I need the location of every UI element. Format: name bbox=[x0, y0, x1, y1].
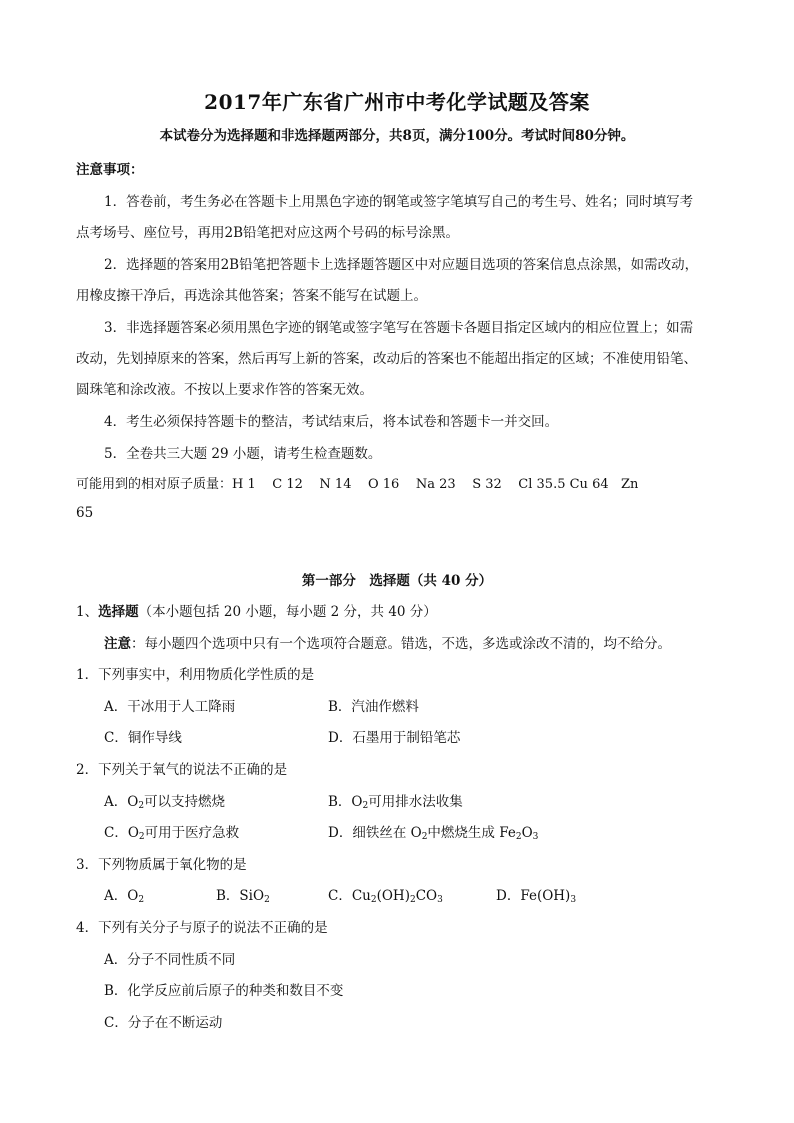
q1-option-b: B．汽油作燃料 bbox=[328, 699, 419, 715]
part-heading-text: 第一部分 选择题（共 40 分） bbox=[301, 573, 493, 589]
atomic-mass-line-2: 65 bbox=[76, 505, 94, 521]
page-title: 2017年广东省广州市中考化学试题及答案 bbox=[204, 90, 590, 114]
exam-subtitle: 本试卷分为选择题和非选择题两部分，共8页，满分100分。考试时间80分钟。 bbox=[159, 128, 635, 144]
notice-item-3-line-1: 3．非选择题答案必须用黑色字迹的钢笔或签字笔写在答题卡各题目指定区域内的相应位置上；如需 bbox=[104, 320, 694, 336]
section-number: 1、 bbox=[76, 604, 99, 620]
notice-item-4: 4．考生必须保持答题卡的整洁，考试结束后，将本试卷和答题卡一并交回。 bbox=[104, 414, 559, 430]
q2-option-d: D．细铁丝在 $O_2$中燃烧生成 $Fe_2O_3$ bbox=[328, 825, 539, 842]
section-note bbox=[104, 632, 754, 652]
q1-option-c: C．铜作导线 bbox=[104, 730, 182, 746]
notice-heading: 注意事项： bbox=[76, 162, 144, 178]
notice-item-3-line-3: 圆珠笔和涂改液。不按以上要求作答的答案无效。 bbox=[76, 382, 373, 398]
q1-option-d: D．石墨用于制铅笔芯 bbox=[328, 730, 461, 746]
notice-item-1-line-2: 点考场号、座位号，再用2B铅笔把对应这两个号码的标号涂黑。 bbox=[76, 225, 460, 241]
note-label: 注意 bbox=[104, 636, 131, 652]
q3-option-c: C．$Cu_2(OH)_2CO_3$ bbox=[328, 888, 443, 905]
q4-stem: 4．下列有关分子与原子的说法不正确的是 bbox=[76, 920, 328, 936]
q4-option-c: C．分子在不断运动 bbox=[104, 1015, 223, 1031]
section-desc: （本小题包括 20 小题，每小题 2 分，共 40 分） bbox=[138, 604, 437, 620]
q3-stem: 3．下列物质属于氧化物的是 bbox=[76, 857, 247, 873]
notice-item-3-line-2: 改动，先划掉原来的答案，然后再写上新的答案，改动后的答案也不能超出指定的区域；不准使用铅笔、 bbox=[76, 351, 697, 367]
notice-item-2-line-1: 2．选择题的答案用2B铅笔把答题卡上选择题答题区中对应题目选项的答案信息点涂黑，如需改动， bbox=[104, 257, 699, 273]
notice-item-5: 5．全卷共三大题 29 小题，请考生检查题数。 bbox=[104, 446, 382, 462]
q1-option-a: A．干冰用于人工降雨 bbox=[104, 699, 236, 715]
q2-option-a: A．$O_2$可以支持燃烧 bbox=[104, 794, 226, 811]
part-heading bbox=[0, 569, 794, 589]
notice-item-2-line-2: 用橡皮擦干净后，再选涂其他答案；答案不能写在试题上。 bbox=[76, 288, 427, 304]
q1-stem: 1．下列事实中，利用物质化学性质的是 bbox=[76, 667, 315, 683]
atomic-mass-line-1: 可能用到的相对原子质量：H 1 C 12 N 14 O 16 Na 23 S 32 Cl 35.5 Cu 64 Zn bbox=[76, 477, 639, 492]
note-text: ：每小题四个选项中只有一个选项符合题意。错选，不选，多选或涂改不清的，均不给分。 bbox=[131, 636, 671, 652]
q3-option-d: D．$Fe(OH)_3$ bbox=[496, 888, 577, 905]
q4-option-b: B．化学反应前后原子的种类和数目不变 bbox=[104, 983, 344, 999]
q3-option-b: B．SiO$_2$ bbox=[216, 888, 270, 905]
q2-option-c: C．$O_2$可用于医疗急救 bbox=[104, 825, 240, 842]
q3-option-a: A．$O_2$ bbox=[104, 888, 145, 905]
section-name: 选择题 bbox=[98, 604, 139, 620]
notice-item-1-line-1: 1．答卷前，考生务必在答题卡上用黑色字迹的钢笔或签字笔填写自己的考生号、姓名；同时填写考 bbox=[104, 194, 694, 210]
q4-option-a: A．分子不同性质不同 bbox=[104, 952, 236, 968]
q2-option-b: B．$O_2$可用排水法收集 bbox=[328, 794, 463, 811]
section-title bbox=[76, 600, 726, 620]
q2-stem: 2．下列关于氧气的说法不正确的是 bbox=[76, 762, 288, 778]
